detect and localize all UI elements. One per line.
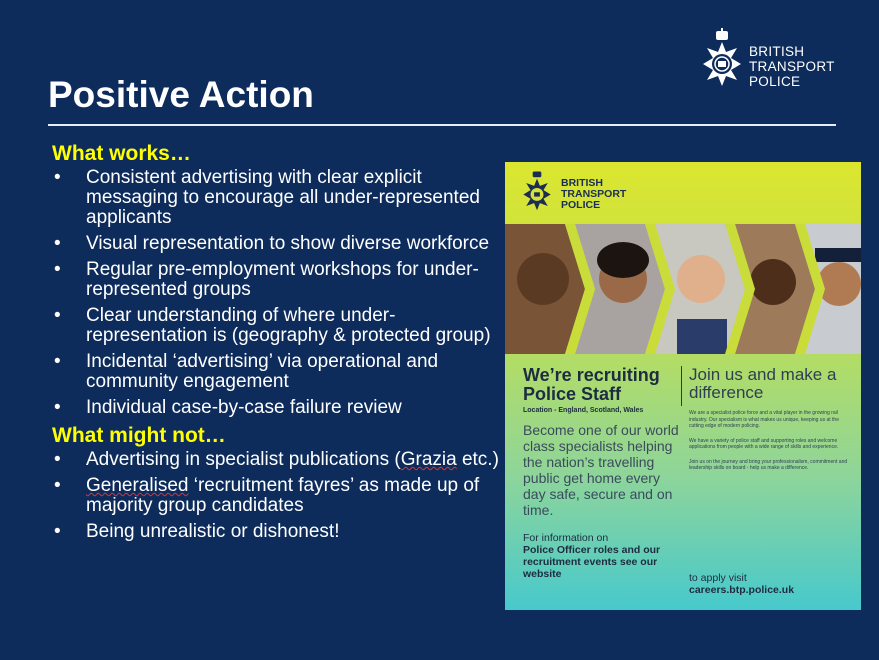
- poster-info-intro: For information on: [523, 532, 609, 544]
- poster-left-column: [523, 366, 683, 580]
- list-item: • Consistent advertising with clear explicit messaging to encourage all under-represented applicants: [52, 168, 502, 228]
- poster-paragraph: We have a variety of police staff and supporting roles and welcome applications from people with a wide range of skills and experience.: [689, 437, 839, 450]
- poster-divider: [681, 366, 682, 406]
- what-works-list: [52, 168, 502, 418]
- list-item: • Incidental ‘advertising’ via operational and community engagement: [52, 352, 502, 392]
- poster-info: [523, 532, 683, 580]
- spellcheck-word: Generalised: [86, 475, 189, 496]
- list-item-text: etc.): [456, 449, 499, 470]
- brand-line-3: POLICE: [749, 74, 801, 89]
- poster-brand-line-2: TRANSPORT: [561, 188, 627, 200]
- list-item: • Regular pre-employment workshops for under-represented groups: [52, 260, 502, 300]
- brand-line-1: BRITISH: [749, 44, 805, 59]
- slide-title: Positive Action: [48, 74, 314, 115]
- list-item: • Being unrealistic or dishonest!: [52, 522, 502, 542]
- brand-line-2: TRANSPORT: [749, 59, 835, 74]
- poster-brand-line-3: POLICE: [561, 199, 601, 211]
- spellcheck-word: Grazia: [400, 449, 457, 470]
- list-item: [52, 476, 502, 516]
- poster-logo: [519, 170, 659, 220]
- police-badge-icon: [519, 170, 555, 216]
- poster-tagline: Become one of our world class specialists helping the nation’s travelling public get home every day safe, secure and on time.: [523, 422, 679, 518]
- list-item-text: ‘recruitment fayres’ as made up of majority group candidates: [86, 475, 480, 516]
- poster-right-column: [689, 366, 854, 472]
- poster-paragraph: We are a specialist police force and a vital player in the growing rail industry. Our specialism is what makes us unique, keeping us at the cutting edge of modern policing.: [689, 410, 839, 429]
- what-might-not-list: [52, 450, 502, 542]
- recruitment-poster: [505, 162, 861, 610]
- list-item: • Clear understanding of where under-representation is (geography & protected group): [52, 306, 502, 346]
- staff-photos: [505, 224, 861, 354]
- list-item: • Visual representation to show diverse workforce: [52, 234, 502, 254]
- poster-apply-intro: to apply visit: [689, 572, 747, 584]
- list-item: • Individual case-by-case failure review: [52, 398, 502, 418]
- list-item-text: Advertising in specialist publications (: [86, 449, 401, 470]
- poster-headline: We’re recruiting Police Staff: [523, 365, 660, 404]
- poster-info-detail: Police Officer roles and our recruitment events see our website: [523, 544, 661, 580]
- police-badge-icon: [697, 28, 747, 100]
- what-might-not-heading: What might not…: [52, 424, 226, 447]
- poster-join-heading: Join us and make a difference: [689, 365, 837, 402]
- title-divider: [48, 124, 836, 126]
- slide-body: [52, 142, 502, 548]
- btp-logo: [697, 28, 847, 100]
- poster-paragraph: Join us on the journey and bring your professionalism, commitment and leadership skills on board - help us make a difference.: [689, 458, 848, 471]
- poster-apply: [689, 572, 794, 596]
- poster-location: Location - England, Scotland, Wales: [523, 407, 644, 414]
- list-item: [52, 450, 502, 470]
- poster-brand-line-1: BRITISH: [561, 177, 603, 189]
- poster-apply-url: careers.btp.police.uk: [689, 584, 795, 596]
- what-works-heading: What works…: [52, 142, 191, 165]
